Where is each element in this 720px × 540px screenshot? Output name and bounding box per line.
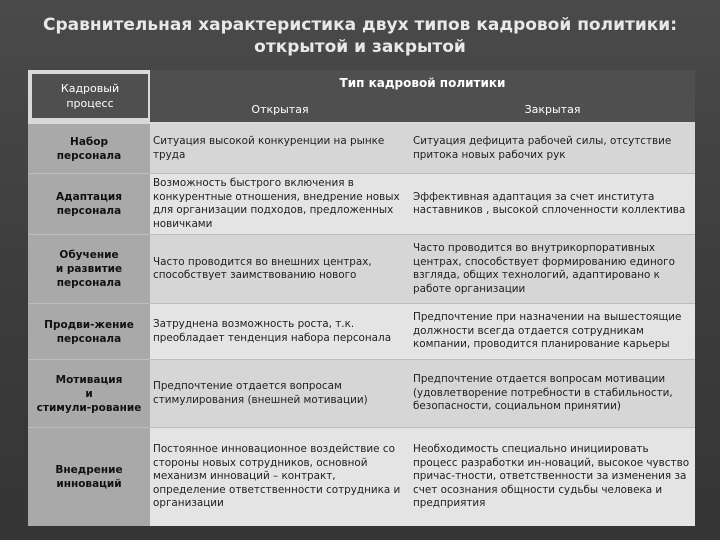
cell-open-recruitment: Ситуация высокой конкуренции на рынке труда bbox=[150, 124, 410, 173]
cell-closed-promotion: Предпочтение при назначении на вышестоящие должности всегда отдается сотрудникам компании, проводится планирование карьеры bbox=[410, 304, 695, 359]
cell-open-promotion: Затруднена возможность роста, т.к. преобладает тенденция набора персонала bbox=[150, 304, 410, 359]
cell-closed-motivation: Предпочтение отдается вопросам мотивации (удовлетворение потребности в стабильности, безопасности, социальном принятии) bbox=[410, 360, 695, 427]
row-divider bbox=[28, 173, 695, 174]
row-label-adaptation bbox=[28, 174, 150, 234]
cell-open-motivation: Предпочтение отдается вопросам стимулирования (внешней мотивации) bbox=[150, 360, 410, 427]
row-label-motivation bbox=[28, 360, 150, 427]
row-divider bbox=[28, 234, 695, 235]
header-process-line-1: Кадровый bbox=[60, 82, 120, 95]
cell-open-innovation: Постоянное инновационное воздействие со стороны новых сотрудников, основной механизм инноваций – контракт, определение ответственности сотрудника и организации bbox=[150, 428, 410, 526]
row-label-training bbox=[28, 235, 150, 303]
slide-title bbox=[0, 14, 720, 58]
row-label-line: Мотивация bbox=[55, 373, 123, 386]
row-label-innovation bbox=[28, 428, 150, 526]
row-label-line: Набор bbox=[70, 135, 108, 148]
comparison-table bbox=[28, 70, 695, 526]
cell-closed-innovation: Необходимость специально инициировать процесс разработки ин-новаций, высокое чувство причас-тности, ответственности за изменения за счет осознания общности судьбы человека и предприятия bbox=[410, 428, 695, 526]
cell-closed-adaptation: Эффективная адаптация за счет института наставников , высокой сплоченности коллектива bbox=[410, 174, 695, 234]
row-label-line: и развитие bbox=[55, 263, 123, 275]
row-label-line: стимули-рование bbox=[36, 401, 142, 414]
cell-closed-recruitment: Ситуация дефицита рабочей силы, отсутствие притока новых рабочих рук bbox=[410, 124, 695, 173]
title-line-2: открытой и закрытой bbox=[254, 37, 466, 57]
row-label-line: инноваций bbox=[56, 478, 122, 490]
header-open: Открытая bbox=[150, 98, 410, 122]
row-label-line: Обучение bbox=[59, 249, 119, 261]
row-label-line: персонала bbox=[56, 205, 122, 217]
row-label-promotion bbox=[28, 304, 150, 359]
row-label-line: персонала bbox=[56, 277, 122, 289]
row-label-line: персонала bbox=[56, 332, 122, 345]
row-label-line: и bbox=[85, 387, 93, 400]
row-divider bbox=[28, 427, 695, 428]
header-process-line-2: процесс bbox=[66, 97, 114, 110]
cell-closed-training: Часто проводится во внутрикорпоративных центрах, способствует формированию единого взгляда, общих технологий, адаптировано к работе организации bbox=[410, 235, 695, 303]
row-divider bbox=[28, 303, 695, 304]
header-policy-type: Тип кадровой политики bbox=[150, 70, 695, 98]
row-divider bbox=[28, 359, 695, 360]
cell-open-adaptation: Возможность быстрого включения в конкурентные отношения, внедрение новых для организации подходов, предложенных новичками bbox=[150, 174, 410, 234]
header-closed: Закрытая bbox=[410, 98, 695, 122]
title-line-1: Сравнительная характеристика двух типов кадровой политики: bbox=[43, 15, 677, 35]
row-label-line: Продви-жение bbox=[44, 318, 134, 331]
cell-open-training: Часто проводится во внешних центрах, способствует заимствованию нового bbox=[150, 235, 410, 303]
row-label-line: персонала bbox=[56, 149, 122, 162]
row-label-line: Адаптация bbox=[56, 191, 122, 203]
row-label-recruitment bbox=[28, 124, 150, 173]
header-process bbox=[32, 74, 148, 118]
row-label-line: Внедрение bbox=[55, 464, 123, 476]
